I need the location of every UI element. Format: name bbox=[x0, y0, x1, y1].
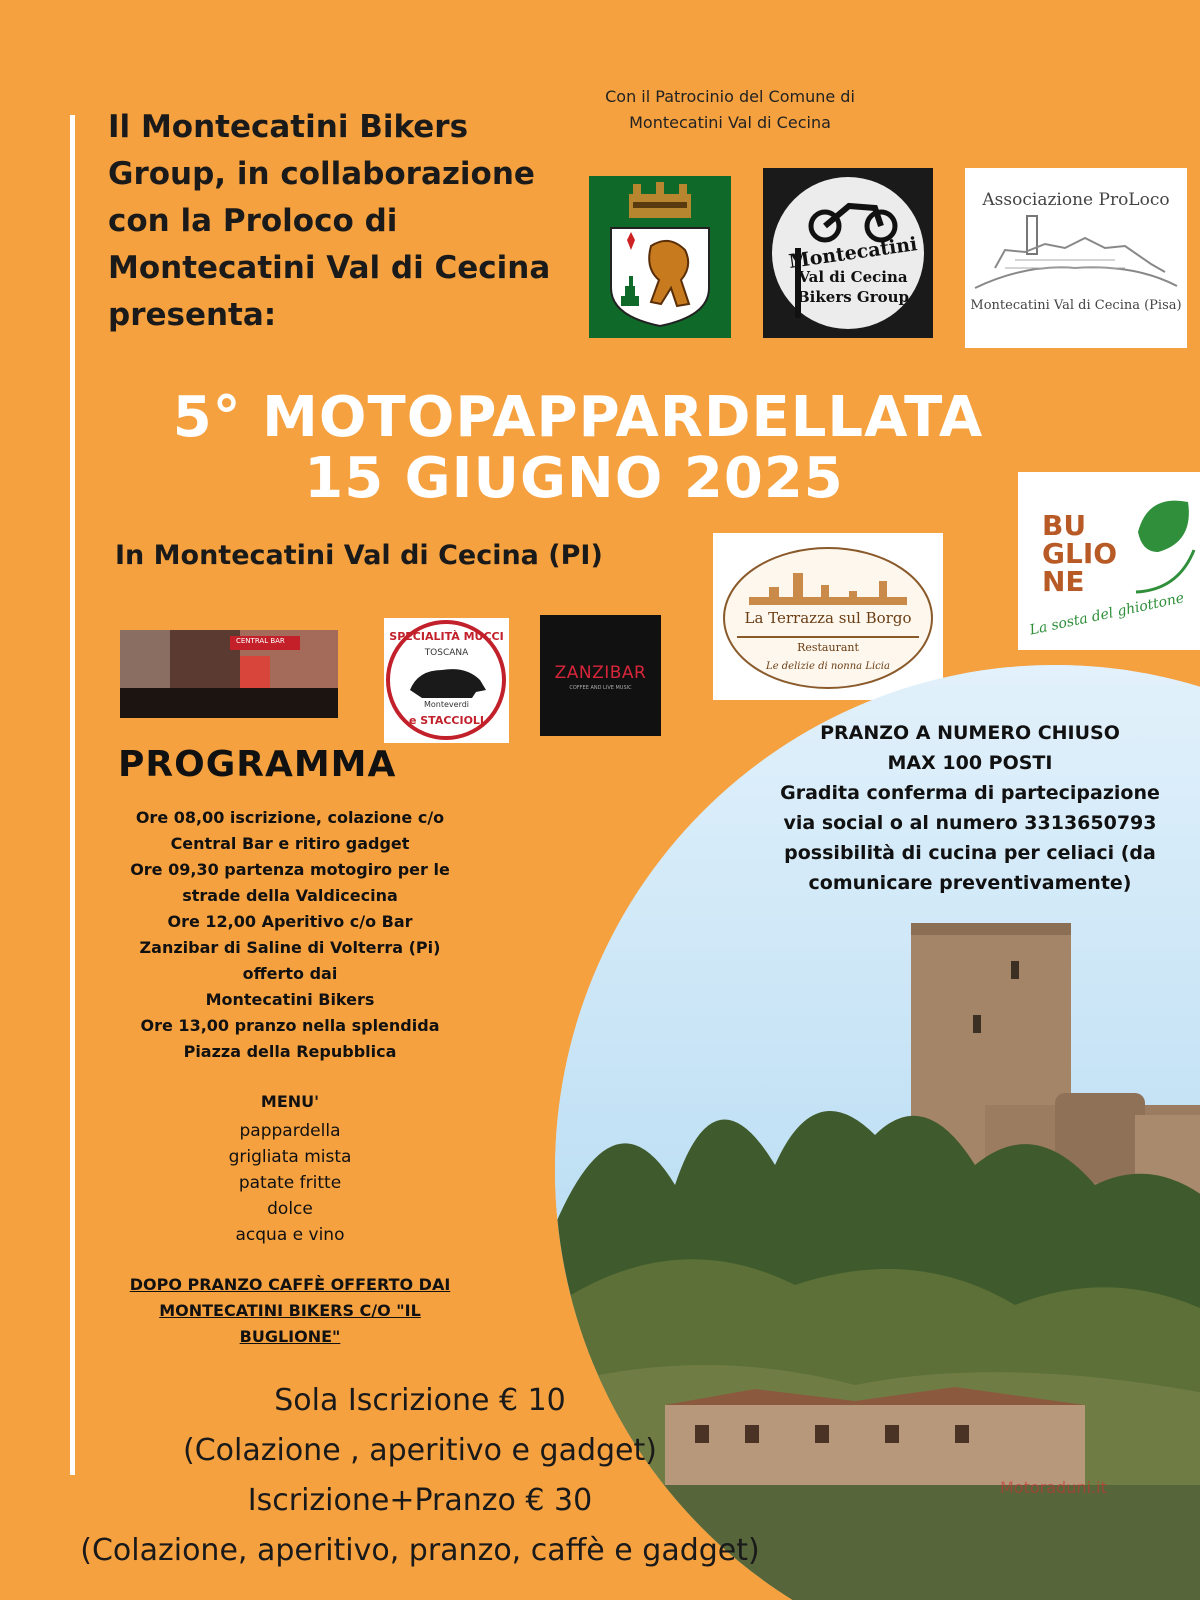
dopo-pranzo-note bbox=[100, 1272, 480, 1350]
dopo-line: BUGLIONE" bbox=[239, 1327, 341, 1346]
programma-line: Ore 12,00 Aperitivo c/o Bar bbox=[167, 912, 413, 931]
zanzibar-subtitle: COFFEE AND LIVE MUSIC bbox=[569, 685, 632, 691]
village-skyline-icon bbox=[965, 168, 1187, 348]
prices-block bbox=[30, 1376, 810, 1576]
price-line: Sola Iscrizione € 10 bbox=[274, 1383, 566, 1418]
vertical-divider bbox=[70, 115, 75, 1475]
buglione-line: NE bbox=[1042, 565, 1085, 598]
zanzibar-logo bbox=[540, 615, 661, 736]
coat-of-arms-icon bbox=[589, 176, 731, 338]
programma-heading: PROGRAMMA bbox=[118, 744, 397, 785]
proloco-title: Associazione ProLoco bbox=[982, 190, 1170, 210]
programma-schedule bbox=[100, 805, 480, 1065]
terrazza-subtitle: Restaurant bbox=[797, 641, 859, 654]
bikers-logo-group: Bikers Group bbox=[797, 288, 909, 306]
intro-line: Il Montecatini Bikers bbox=[108, 109, 469, 145]
pranzo-line: Gradita conferma di partecipazione bbox=[780, 782, 1160, 804]
central-bar-photo bbox=[120, 630, 338, 718]
comune-coat-of-arms-logo bbox=[589, 176, 731, 338]
central-bar-sign: CENTRAL BAR bbox=[236, 637, 285, 645]
terrazza-name: La Terrazza sul Borgo bbox=[744, 609, 912, 627]
pranzo-line: possibilità di cucina per celiaci (da bbox=[784, 842, 1156, 864]
bikers-group-logo bbox=[763, 168, 933, 338]
menu-item: dolce bbox=[267, 1199, 313, 1219]
bikers-logo-subtitle: Val di Cecina bbox=[798, 268, 908, 286]
menu-list bbox=[190, 1118, 390, 1248]
event-title: 5° MOTOPAPPARDELLATA bbox=[172, 385, 984, 450]
storefront-icon bbox=[120, 630, 338, 718]
patrocinio-text bbox=[560, 84, 900, 136]
programma-line: Zanzibar di Saline di Volterra (Pi) bbox=[139, 938, 441, 957]
intro-line: Group, in collaborazione bbox=[108, 156, 535, 192]
terrazza-tagline: Le delizie di nonna Licia bbox=[766, 661, 890, 672]
dopo-line: DOPO PRANZO CAFFÈ OFFERTO DAI bbox=[129, 1275, 451, 1294]
programma-line: Piazza della Repubblica bbox=[183, 1042, 397, 1061]
buglione-line: BU bbox=[1042, 509, 1087, 542]
menu-item: pappardella bbox=[239, 1121, 341, 1141]
buglione-tagline: La sosta del ghiottone bbox=[1028, 590, 1186, 639]
menu-item: grigliata mista bbox=[228, 1147, 352, 1167]
pranzo-info bbox=[745, 718, 1195, 898]
programma-line: Ore 09,30 partenza motogiro per le bbox=[130, 860, 450, 879]
mucci-subtitle: e STACCIOLI bbox=[408, 714, 485, 727]
patrocinio-line: Montecatini Val di Cecina bbox=[629, 113, 831, 132]
event-date: 15 GIUGNO 2025 bbox=[304, 446, 844, 511]
price-line: (Colazione , aperitivo e gadget) bbox=[183, 1433, 657, 1468]
menu-heading: MENU' bbox=[260, 1092, 320, 1111]
buglione-logo bbox=[1018, 472, 1200, 650]
programma-line: offerto dai bbox=[242, 964, 338, 983]
price-line: (Colazione, aperitivo, pranzo, caffè e gadget) bbox=[80, 1533, 760, 1568]
intro-line: presenta: bbox=[108, 297, 277, 333]
programma-line: Montecatini Bikers bbox=[205, 990, 375, 1009]
menu-item: acqua e vino bbox=[235, 1225, 345, 1245]
bikers-logo-title: Montecatini bbox=[787, 233, 919, 273]
zanzibar-name: ZANZIBAR bbox=[554, 663, 647, 683]
programma-line: Central Bar e ritiro gadget bbox=[170, 834, 410, 853]
watermark: Motoraduni.it bbox=[1000, 1478, 1107, 1497]
patrocinio-line: Con il Patrocinio del Comune di bbox=[605, 87, 855, 106]
intro-line: con la Proloco di bbox=[108, 203, 398, 239]
programma-line: Ore 08,00 iscrizione, colazione c/o bbox=[135, 808, 445, 827]
price-line: Iscrizione+Pranzo € 30 bbox=[247, 1483, 593, 1518]
dopo-line: MONTECATINI BIKERS C/O "IL bbox=[159, 1301, 421, 1320]
pranzo-line: PRANZO A NUMERO CHIUSO bbox=[820, 722, 1120, 744]
mucci-title: SPECIALITÀ MUCCI bbox=[389, 630, 504, 643]
menu-item: patate fritte bbox=[238, 1173, 342, 1193]
proloco-subtitle: Montecatini Val di Cecina (Pisa) bbox=[970, 298, 1182, 313]
intro-line: Montecatini Val di Cecina bbox=[108, 250, 551, 286]
event-location: In Montecatini Val di Cecina (PI) bbox=[115, 540, 603, 571]
intro-text bbox=[108, 104, 568, 339]
programma-line: Ore 13,00 pranzo nella splendida bbox=[140, 1016, 440, 1035]
buglione-line: GLIO bbox=[1042, 537, 1118, 570]
pranzo-line: via social o al numero 3313650793 bbox=[783, 812, 1157, 834]
mucci-staccioli-logo bbox=[384, 618, 509, 743]
pranzo-line: comunicare preventivamente) bbox=[808, 872, 1132, 894]
mucci-place: Monteverdi bbox=[423, 700, 470, 709]
proloco-logo bbox=[965, 168, 1187, 348]
mucci-region: TOSCANA bbox=[424, 648, 469, 658]
terrazza-logo bbox=[713, 533, 943, 700]
programma-line: strade della Valdicecina bbox=[182, 886, 398, 905]
pranzo-line: MAX 100 POSTI bbox=[887, 752, 1053, 774]
